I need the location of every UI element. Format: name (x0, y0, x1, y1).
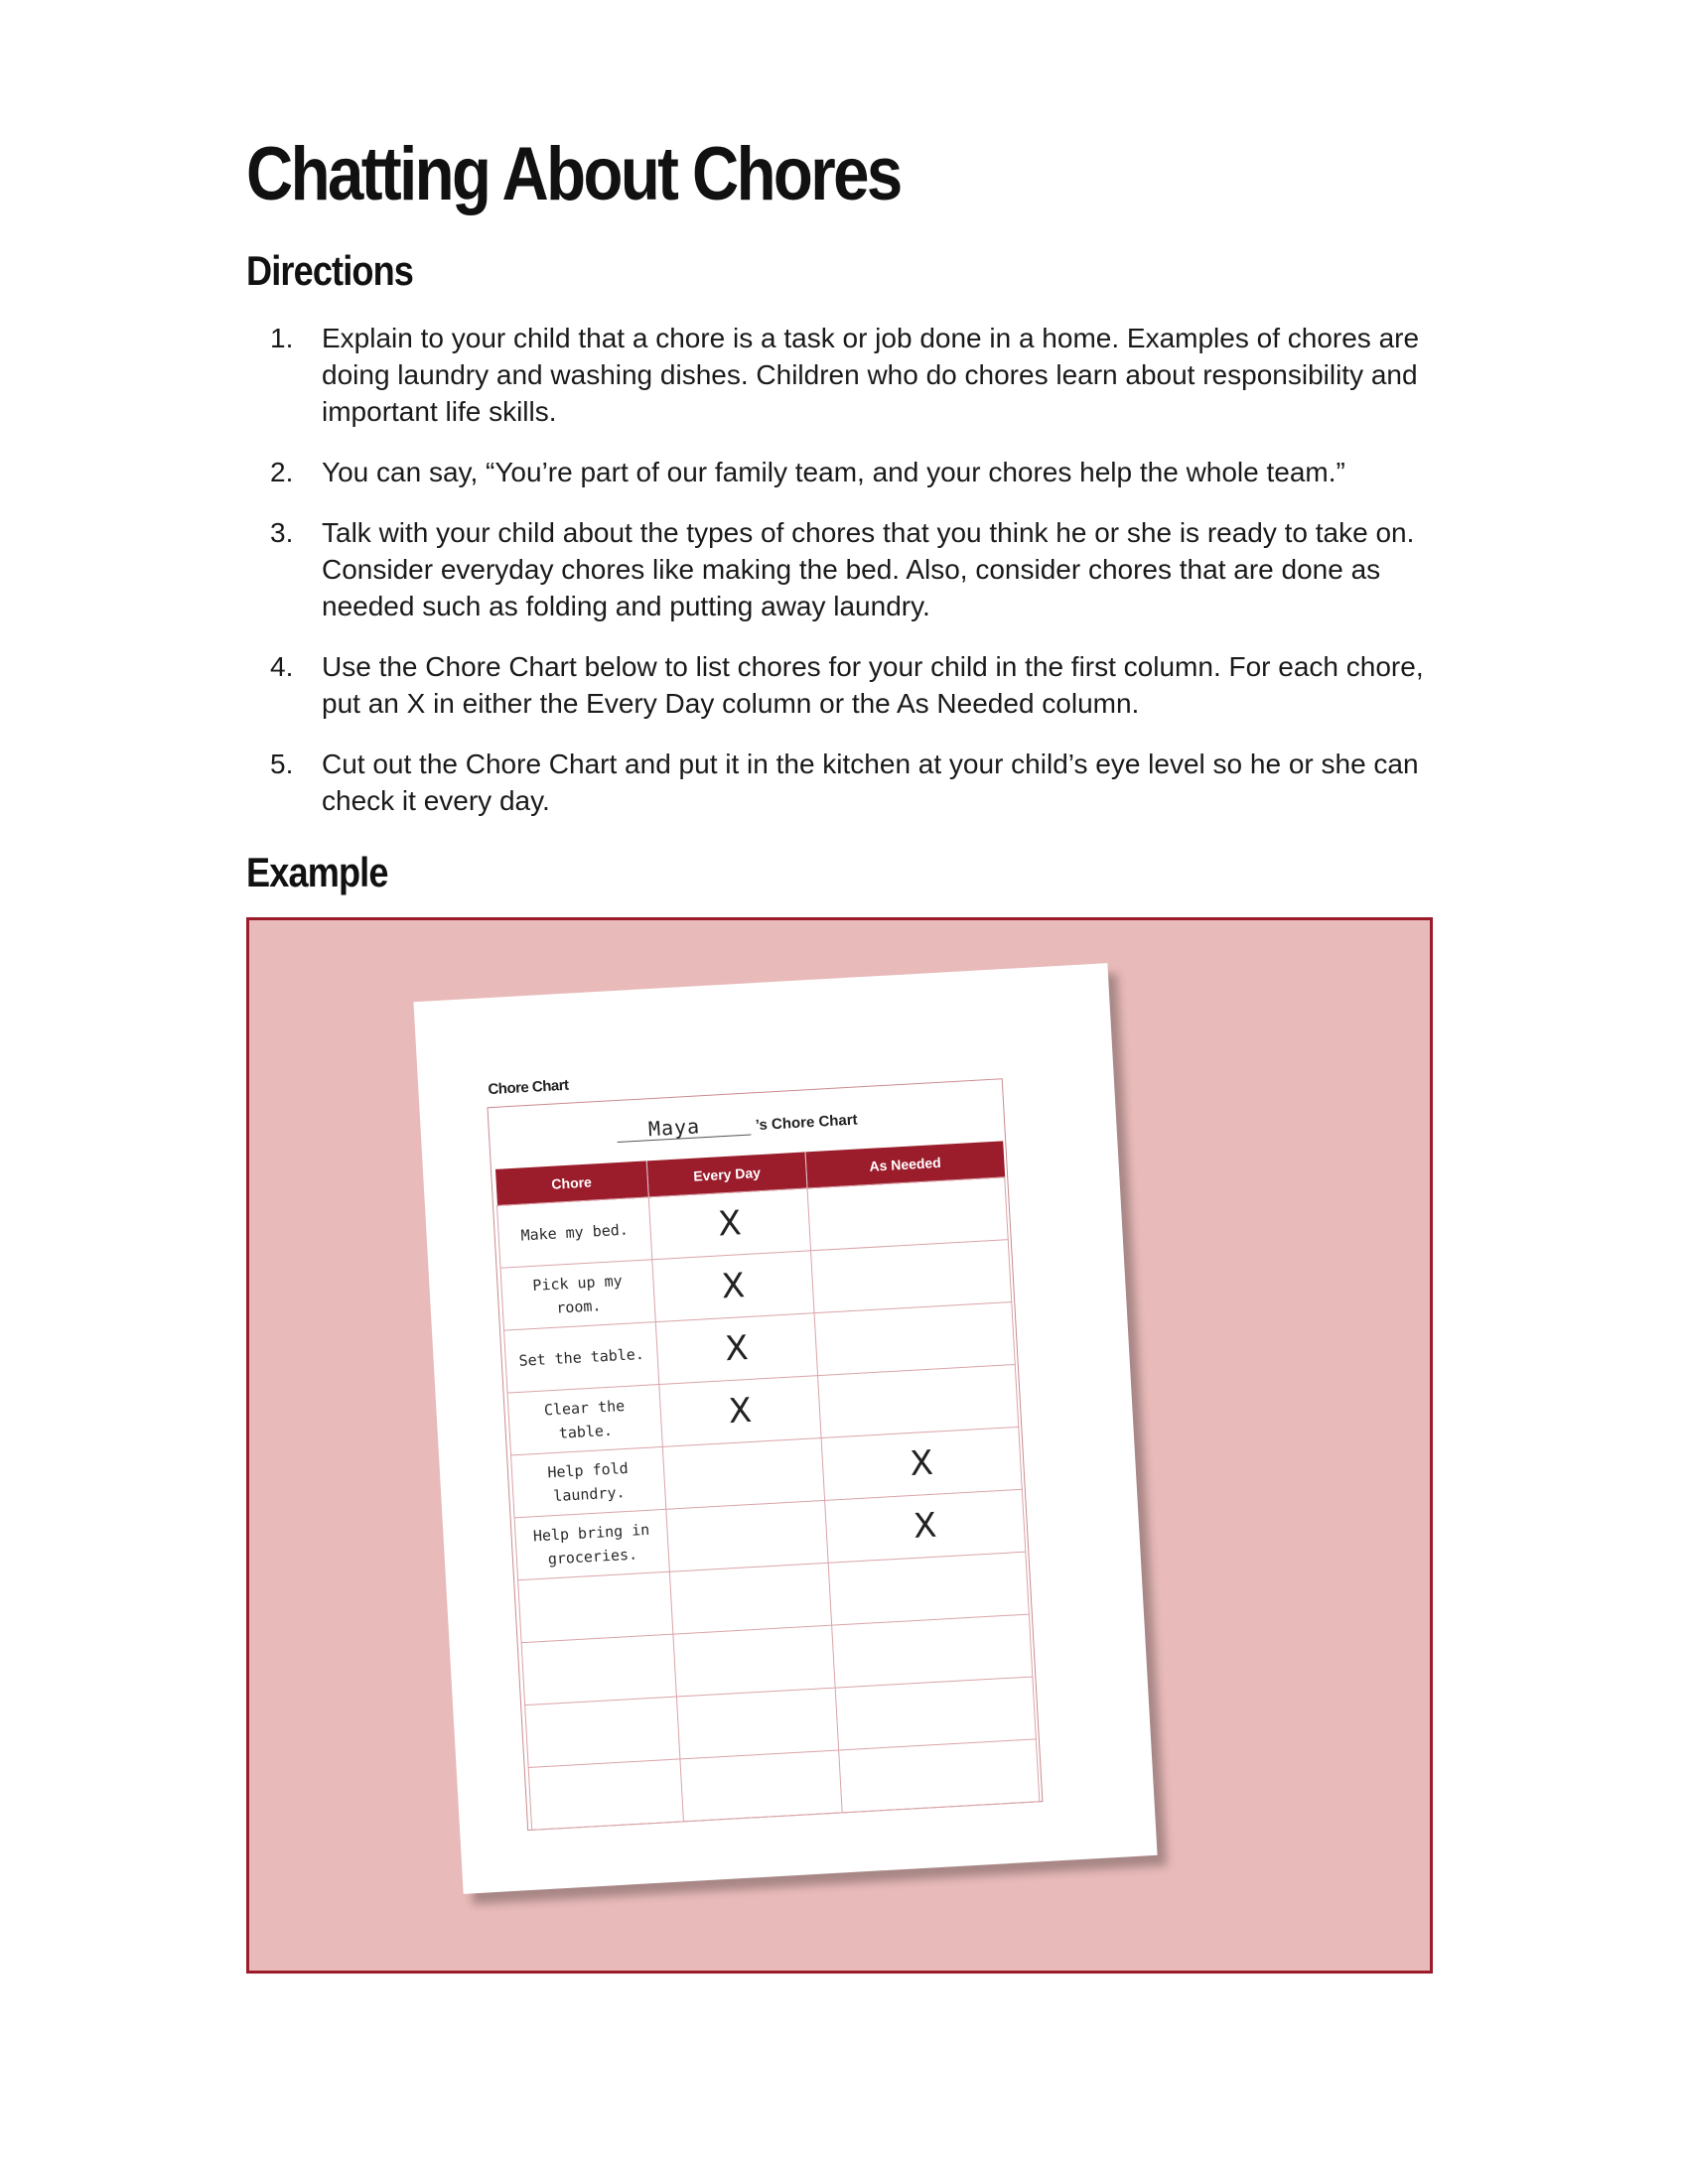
chore-cell (518, 1571, 673, 1642)
chore-cell (528, 1759, 683, 1830)
chart-title-suffix: ’s Chore Chart (755, 1111, 859, 1135)
every-day-mark (666, 1500, 828, 1571)
direction-item-3 (268, 514, 1460, 624)
as-needed-mark: X (821, 1427, 1022, 1500)
as-needed-mark: X (825, 1489, 1026, 1563)
direction-number: 4. (270, 651, 294, 682)
every-day-mark: X (659, 1376, 821, 1447)
column-header-as-needed: As Needed (805, 1141, 1005, 1188)
as-needed-mark (835, 1677, 1036, 1750)
column-header-every-day: Every Day (646, 1152, 807, 1196)
directions-list (268, 320, 1460, 843)
every-day-mark: X (652, 1251, 814, 1322)
direction-text: Talk with your child about the types of chores that you think he or she is ready to take on. Consider everyday chores like making the bed. Also, consider chores that are done as needed such as folding and putting away laundry. (322, 517, 1415, 621)
direction-item-1 (268, 320, 1460, 430)
directions-heading: Directions (246, 247, 414, 294)
as-needed-mark (839, 1739, 1040, 1813)
every-day-mark (669, 1563, 831, 1634)
chore-chart (487, 1078, 1043, 1831)
chore-table (494, 1141, 1040, 1831)
every-day-mark (680, 1750, 842, 1822)
direction-number: 5. (270, 749, 294, 779)
direction-item-2 (268, 454, 1460, 490)
as-needed-mark (832, 1614, 1033, 1688)
chore-cell: Make my bed. (497, 1197, 652, 1268)
direction-item-5 (268, 746, 1460, 819)
chore-cell: Help bring in groceries. (514, 1509, 669, 1579)
direction-item-4 (268, 648, 1460, 722)
column-header-chore: Chore (494, 1160, 648, 1205)
every-day-mark (676, 1688, 838, 1759)
chore-cell (521, 1634, 676, 1705)
chore-chart-sheet (413, 963, 1157, 1894)
as-needed-mark (818, 1364, 1019, 1437)
direction-text: Cut out the Chore Chart and put it in the kitchen at your child’s eye level so he or she can check it every day. (322, 749, 1419, 816)
as-needed-mark (828, 1552, 1029, 1625)
direction-text: You can say, “You’re part of our family team, and your chores help the whole team.” (322, 457, 1345, 487)
every-day-mark: X (648, 1188, 810, 1260)
direction-number: 3. (270, 517, 294, 548)
chore-cell (525, 1697, 680, 1767)
as-needed-mark (814, 1302, 1015, 1376)
every-day-mark: X (655, 1313, 817, 1385)
direction-number: 2. (270, 457, 294, 487)
chore-cell: Set the table. (504, 1322, 659, 1393)
every-day-mark (673, 1625, 835, 1697)
chore-cell: Help fold laundry. (511, 1446, 666, 1517)
direction-text: Use the Chore Chart below to list chores for your child in the first column. For each chore, put an X in either the Every Day column or the As Needed column. (322, 651, 1424, 719)
example-box (246, 917, 1433, 1974)
direction-number: 1. (270, 323, 294, 353)
chore-cell: Pick up my room. (500, 1260, 655, 1330)
direction-text: Explain to your child that a chore is a task or job done in a home. Examples of chores are doing laundry and washing dishes. Children who do chores learn about responsibility and important life skills. (322, 323, 1420, 427)
example-heading: Example (246, 849, 388, 895)
every-day-mark (662, 1438, 824, 1510)
as-needed-mark (811, 1240, 1012, 1313)
sheet-caption: Chore Chart (488, 1076, 570, 1099)
child-name: Maya (647, 1114, 701, 1142)
chore-cell: Clear the table. (507, 1385, 662, 1455)
page-title: Chatting About Chores (246, 132, 901, 216)
as-needed-mark (807, 1177, 1008, 1251)
